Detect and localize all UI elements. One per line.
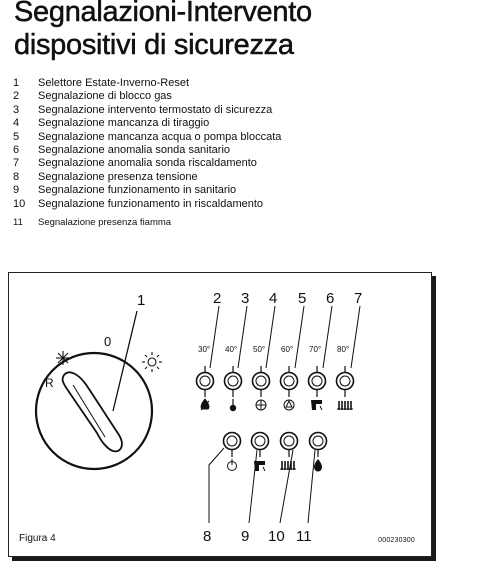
title-line-1: Segnalazioni-Intervento — [14, 0, 312, 28]
led-callout: 5 — [298, 290, 307, 307]
legend-number: 9 — [13, 184, 20, 197]
top-led-5 — [281, 290, 307, 410]
tap-icon — [254, 461, 265, 471]
led-callout: 9 — [241, 528, 250, 545]
led-callout: 3 — [241, 290, 250, 307]
legend-number: 2 — [13, 90, 20, 103]
legend-text: Segnalazione mancanza di tiraggio — [38, 117, 210, 130]
flame-lock-icon — [201, 399, 209, 410]
legend-text: Segnalazione anomalia sonda riscaldamento — [38, 157, 257, 170]
led-callout: 6 — [326, 290, 335, 307]
legend-number: 6 — [13, 143, 20, 156]
figure-panel — [8, 272, 432, 557]
legend-text: Segnalazione funzionamento in sanitario — [38, 184, 237, 197]
legend-number: 10 — [13, 197, 26, 210]
top-led-3 — [225, 290, 250, 411]
legend-text: Segnalazione mancanza acqua o pompa bloccata — [38, 130, 282, 143]
led-temp: 30° — [198, 345, 211, 354]
legend-number: 7 — [13, 157, 20, 170]
selector-knob — [36, 311, 152, 469]
led-callout: 4 — [269, 290, 278, 307]
legend-number: 11 — [13, 216, 23, 228]
legend-number: 8 — [13, 170, 20, 183]
led-callout: 2 — [213, 290, 222, 307]
led-temp: 60° — [281, 345, 294, 354]
led-temp: 80° — [337, 345, 350, 354]
fan-icon — [256, 400, 266, 410]
led-temp: 70° — [309, 345, 322, 354]
legend-number: 3 — [13, 103, 20, 116]
bottom-led-10 — [268, 433, 298, 546]
bottom-led-11 — [296, 433, 327, 546]
bottom-led-9 — [241, 433, 269, 546]
radiator-icon — [337, 401, 353, 410]
led-temp: 40° — [225, 345, 238, 354]
figure-caption: Figura 4 — [19, 533, 56, 544]
legend-text: Segnalazione di blocco gas — [38, 90, 172, 103]
led-callout: 10 — [268, 528, 285, 545]
legend-number: 5 — [13, 130, 20, 143]
top-led-2 — [197, 290, 225, 410]
thermometer-icon — [230, 399, 235, 411]
legend-text: Selettore Estate-Inverno-Reset — [38, 77, 190, 89]
knob-top-label: 0 — [104, 334, 112, 349]
control-panel-diagram — [9, 273, 431, 556]
legend-text: Segnalazione anomalia sonda sanitario — [38, 143, 231, 156]
sun-icon — [142, 352, 162, 372]
top-led-4 — [253, 290, 278, 410]
legend-number: 1 — [13, 77, 20, 89]
flame-icon — [314, 459, 322, 472]
radiator-icon — [280, 461, 296, 470]
title-line-2: dispositivi di sicurezza — [14, 29, 294, 61]
legend-text: Segnalazione intervento termostato di sicurezza — [38, 103, 273, 116]
legend-text: Segnalazione funzionamento in riscaldamento — [38, 197, 264, 210]
top-led-6 — [309, 290, 335, 410]
page-title — [14, 0, 312, 62]
pump-icon — [284, 400, 294, 410]
bottom-led-8 — [203, 433, 241, 546]
top-led-7 — [337, 290, 363, 410]
led-callout: 8 — [203, 528, 212, 545]
led-callout: 7 — [354, 290, 363, 307]
led-callout: 11 — [296, 528, 312, 545]
knob-callout: 1 — [137, 292, 146, 309]
snowflake-icon — [56, 351, 70, 365]
figure-code: 000230300 — [378, 537, 415, 544]
legend-text: Segnalazione presenza tensione — [38, 170, 198, 183]
tap-icon — [311, 400, 322, 410]
knob-left-label: R — [45, 376, 54, 390]
legend-text: Segnalazione presenza fiamma — [38, 216, 172, 228]
legend-number: 4 — [13, 117, 20, 130]
power-icon — [228, 459, 237, 471]
led-temp: 50° — [253, 345, 266, 354]
